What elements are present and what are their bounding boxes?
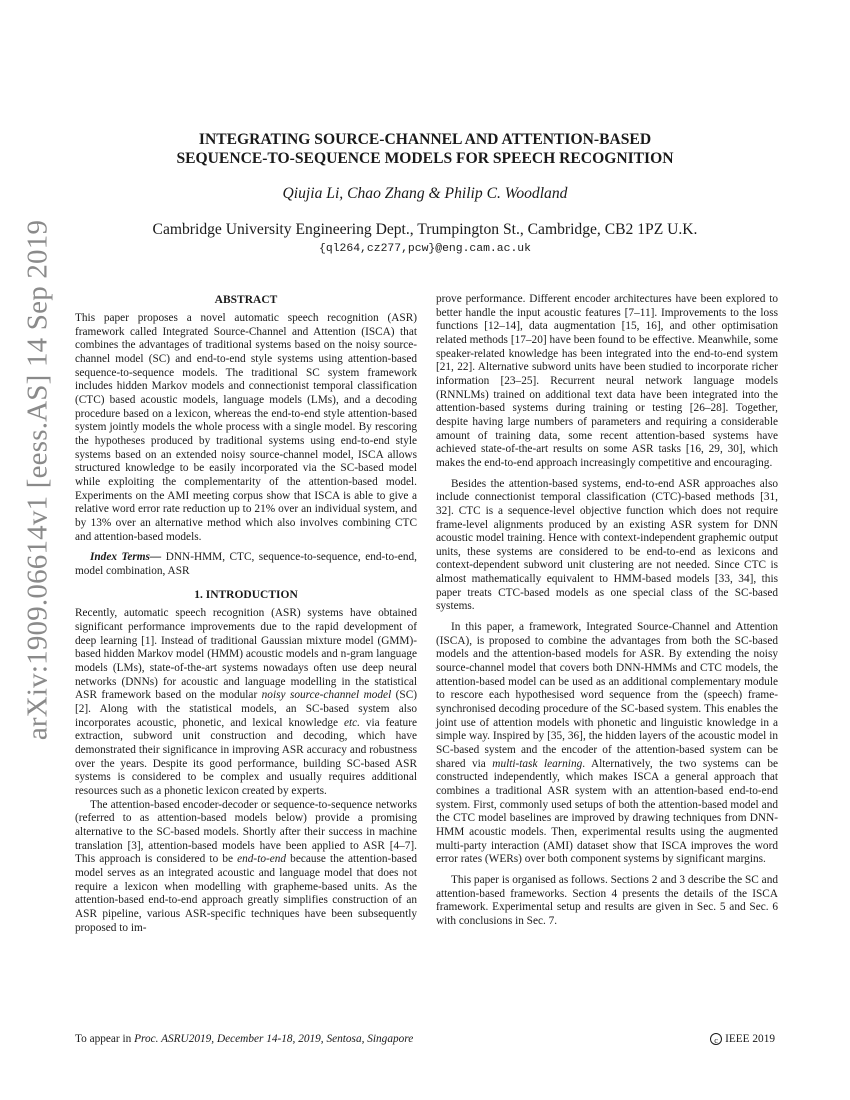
abstract-heading: ABSTRACT: [214, 294, 278, 306]
footer-venue: [75, 1032, 413, 1046]
intro-paragraph-4: Besides the attention-based systems, end-to-end ASR approaches also include connectionist temporal classification (CTC)-based methods [31, 32]. CTC is a sequence-level objective function which does not require frame-level alignments produced by an existing ASR system for DNN acoustic model training. Hence with context-independent graphemic output units, these systems are considered to be end-to-end as lexicons and context-dependent subword unit clustering are not needed. Since CTC is almost mathematically equivalent to HMM-based models [33, 34], this paper treats CTC-based models as one special class of the SC-based systems.: [436, 477, 778, 613]
intro-p5-emphasis: multi-task learning: [492, 757, 583, 770]
intro-paragraph-3: prove performance. Different encoder architectures have been explored to better handle the input acoustic features [7–11]. Improvements to the loss functions [12–14], data augmentation [15, 16], and other optimisation related methods [17–20] have been found to be effective. Meanwhile, some speaker-related knowledge has been integrated into the end-to-end system [21, 22]. Alternative subword units have been studied to incorporate richer information [23–25]. Recurrent neural network language models (RNNLMs) trained on additional text data have been integrated into the attention-based systems during training or testing [26–28]. Together, despite having large numbers of parameters and requiring a considerable amount of training data, some recent attention-based systems have achieved state-of-the-art results on some ASR tasks [16, 29, 30], which makes the end-to-end approach increasingly competitive and encouraging.: [436, 293, 778, 469]
intro-p2-part-a: The attention-based encoder-decoder or sequence-to-sequence networks (referred to as attention-based models below) provide a promising alternative to the SC-based models. Shortly after their success in machine translation [3], attention-based models have been applied to ASR [4–7]. This approach is considered to be: [75, 798, 417, 866]
paper-title: [100, 130, 750, 168]
index-terms: [75, 551, 417, 578]
author-emails: {ql264,cz277,pcw}@eng.cam.ac.uk: [319, 243, 531, 255]
intro-p1-part-a: Recently, automatic speech recognition (ASR) systems have obtained significant performance improvements due to the rapid development of deep learning [1]. Instead of traditional Gaussian mixture model (GMM)-based hidden Markov model (HMM) acoustic models and n-gram language models (LMs), state-of-the-art systems nowadays often use deep neural networks (DNNs) for acoustic and language modelling in the statistical ASR framework based on the modular: [75, 607, 417, 702]
copyright-icon: c: [710, 1033, 722, 1045]
footer-venue-name: Proc. ASRU2019, December 14-18, 2019, Sentosa, Singapore: [134, 1033, 414, 1045]
intro-paragraph-1: [75, 607, 417, 798]
arxiv-stamp: [8, 219, 68, 741]
authors: Qiujia Li, Chao Zhang & Philip C. Woodland: [282, 185, 568, 202]
index-terms-list: DNN-HMM, CTC, sequence-to-sequence, end-to-end, model combination, ASR: [75, 551, 417, 577]
intro-heading: 1. INTRODUCTION: [194, 589, 298, 602]
intro-paragraph-6: This paper is organised as follows. Sections 2 and 3 describe the SC and attention-based frameworks. Section 4 presents the details of the ISCA framework. Experimental setup and results are given in Sec. 5 and Sec. 6 with conclusions in Sec. 7.: [436, 873, 778, 927]
title-line-2: SEQUENCE-TO-SEQUENCE MODELS FOR SPEECH RECOGNITION: [176, 150, 674, 167]
intro-p1-part-c: via feature extraction, subword unit construction and decoding, which have demonstrated their significance in improving ASR accuracy and robustness over the years. Despite its good performance, building SC-based ASR systems is considered to be complex and usually requires additional resources such as a phonetic lexicon created by experts.: [75, 716, 417, 797]
intro-paragraph-5: [436, 621, 778, 867]
affiliation: Cambridge University Engineering Dept., Trumpington St., Cambridge, CB2 1PZ U.K.: [152, 221, 698, 238]
footer-prefix: To appear in: [75, 1033, 135, 1045]
intro-p5-part-b: . Alternatively, the two systems can be constructed independently, which makes ISCA a general approach that combines a traditional ASR system with an attention-based end-to-end system. First, commonly used setups of both the attention-based model and the CTC model baselines are improved by drawing techniques from DNN-HMM acoustic models. Then, experimental results using the augmented multi-party interaction (AMI) dataset show that ISCA improves the word error rates (WERs) over both component systems by significant margins.: [436, 757, 778, 866]
intro-p2-emphasis: end-to-end: [237, 853, 287, 866]
intro-paragraph-2: [75, 799, 417, 936]
intro-p1-part-b: (SC) [2]. Along with the statistical models, an SC-based system also incorporates acoustic, phonetic, and lexical knowledge: [75, 689, 418, 729]
right-column: [436, 293, 778, 929]
intro-p5-part-a: In this paper, a framework, Integrated Source-Channel and Attention (ISCA), is proposed to combine the advantages from both the SC-based models and the attention-based models for ASR. By extending the noisy source-channel model that covers both DNN-HMMs and CTC models, the attention-based model can be used as an additional complementary module to rescore each hypothesised word sequence from the (speech) frame-synchronised decoding procedure of the SC-based system. This enables the joint use of attention models with phonetic and linguistic knowledge in a simple way. Inspired by [35, 36], the hidden layers of the acoustic model in SC-based system and the encoder of the attention-based system can be shared via: [436, 621, 778, 770]
copyright-text: IEEE 2019: [725, 1033, 775, 1045]
index-terms-label: Index Terms—: [90, 551, 162, 564]
intro-p1-emphasis-1: noisy source-channel model: [261, 689, 392, 702]
left-column: [75, 293, 417, 935]
intro-p1-emphasis-2: etc.: [343, 716, 360, 729]
arxiv-identifier: arXiv:1909.06614v1 [eess.AS] 14 Sep 2019: [21, 219, 54, 741]
abstract-text: This paper proposes a novel automatic speech recognition (ASR) framework called Integrated Source-Channel and Attention (ISCA) that combines the advantages of traditional systems based on the noisy source-channel model (SC) and end-to-end style systems using attention-based sequence-to-sequence models. The traditional SC system framework includes hidden Markov models and connectionist temporal classification (CTC) based acoustic models, language models (LMs), and a decoding procedure based on a lexicon, whereas the end-to-end style attention-based system jointly models the whole process with a single model. By rescoring the hypotheses produced by traditional systems using end-to-end style systems based on an extended noisy source-channel model, ISCA allows structured knowledge to be easily incorporated via the SC-based model while exploiting the complementarity of the attention-based model. Experiments on the AMI meeting corpus show that ISCA is able to give a relative word error rate reduction up to 21% over an individual system, and by 13% over an alternative method which also involves combining CTC and attention-based models.: [75, 312, 417, 543]
intro-p2-part-b: because the attention-based model serves as an integrated acoustic and language model that does not require a lexicon when modelling with grapheme-based units. As the attention-based end-to-end approach greatly simplifies construction of an ASR pipeline, various ASR-specific techniques have been subsequently proposed to im-: [75, 853, 417, 934]
title-line-1: INTEGRATING SOURCE-CHANNEL AND ATTENTION-BASED: [198, 131, 652, 148]
footer-copyright: [710, 1032, 775, 1046]
